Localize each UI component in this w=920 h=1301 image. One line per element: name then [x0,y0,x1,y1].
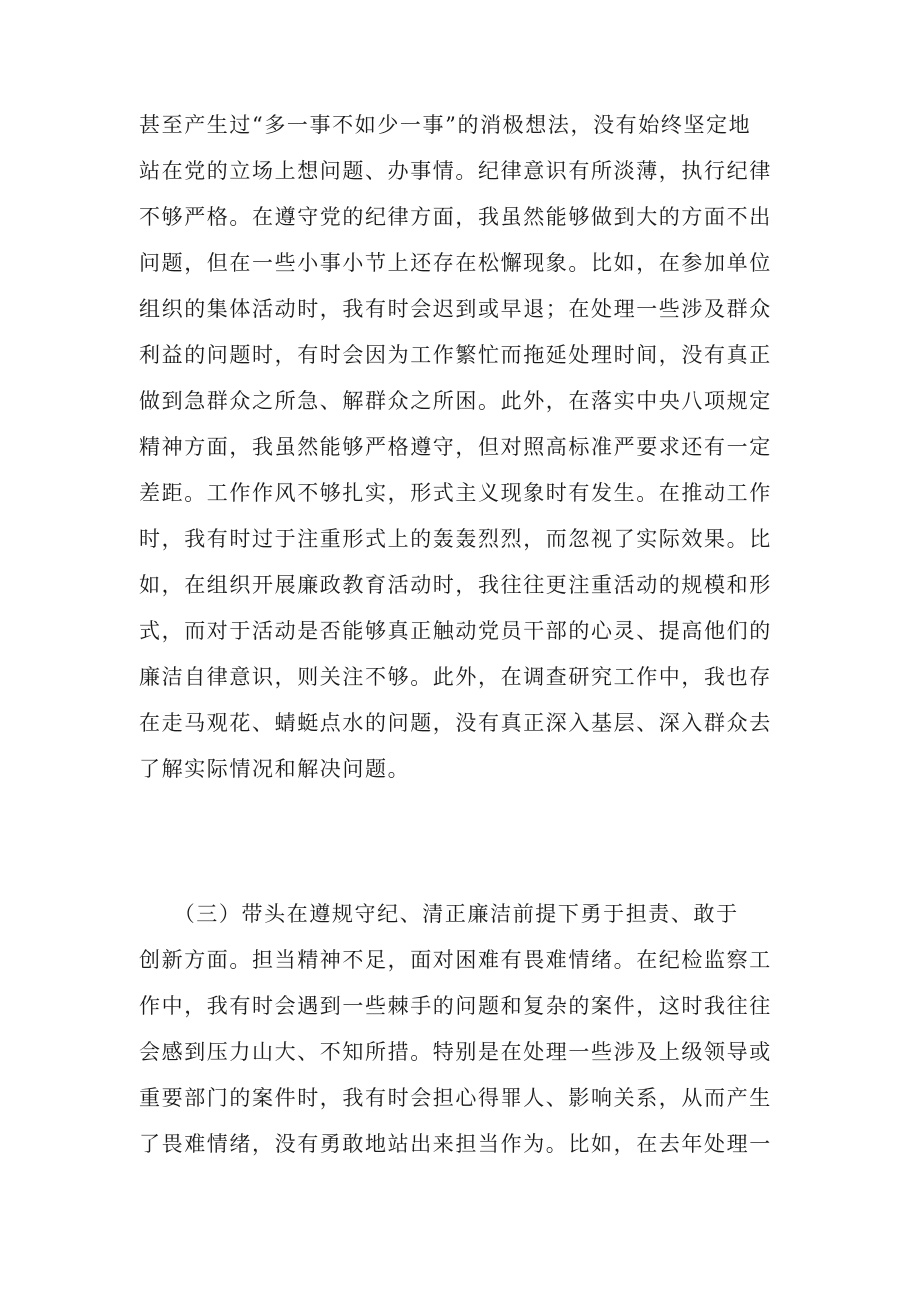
text-line: 精神方面，我虽然能够严格遵守，但对照高标准严要求还有一定 [139,435,772,459]
text-line: 会感到压力山大、不知所措。特别是在处理一些涉及上级领导或 [139,1040,772,1064]
text-line: 了畏难情绪，没有勇敢地站出来担当作为。比如，在去年处理一 [139,1132,772,1156]
text-line: 作中，我有时会遇到一些棘手的问题和复杂的案件，这时我往往 [139,994,772,1018]
text-line: 不够严格。在遵守党的纪律方面，我虽然能够做到大的方面不出 [139,205,772,229]
text-line: 差距。工作作风不够扎实，形式主义现象时有发生。在推动工作 [139,481,772,505]
text-line: 廉洁自律意识，则关注不够。此外，在调查研究工作中，我也存 [139,665,772,689]
text-line: 利益的问题时，有时会因为工作繁忙而拖延处理时间，没有真正 [139,343,772,367]
text-line: 组织的集体活动时，我有时会迟到或早退；在处理一些涉及群众 [139,297,772,321]
text-line: 做到急群众之所急、解群众之所困。此外，在落实中央八项规定 [139,389,772,413]
text-line: 问题，但在一些小事小节上还存在松懈现象。比如，在参加单位 [139,251,772,275]
body-paragraph-2 [139,891,789,1167]
text-line: 在走马观花、蜻蜓点水的问题，没有真正深入基层、深入群众去 [139,711,772,735]
body-paragraph-1 [139,102,789,792]
text-line: 时，我有时过于注重形式上的轰轰烈烈，而忽视了实际效果。比 [139,527,772,551]
text-line: 甚至产生过“多一事不如少一事”的消极想法，没有始终坚定地 [139,113,752,137]
text-line: 式，而对于活动是否能够真正触动党员干部的心灵、提高他们的 [139,619,772,643]
text-line: 重要部门的案件时，我有时会担心得罪人、影响关系，从而产生 [139,1086,772,1110]
text-line: 创新方面。担当精神不足，面对困难有畏难情绪。在纪检监察工 [139,948,772,972]
text-line: 了解实际情况和解决问题。 [139,757,411,781]
text-line: 站在党的立场上想问题、办事情。纪律意识有所淡薄，执行纪律 [139,159,772,183]
section-heading-line: （三）带头在遵规守纪、清正廉洁前提下勇于担责、敢于 [139,902,739,926]
text-line: 如，在组织开展廉政教育活动时，我往往更注重活动的规模和形 [139,573,772,597]
